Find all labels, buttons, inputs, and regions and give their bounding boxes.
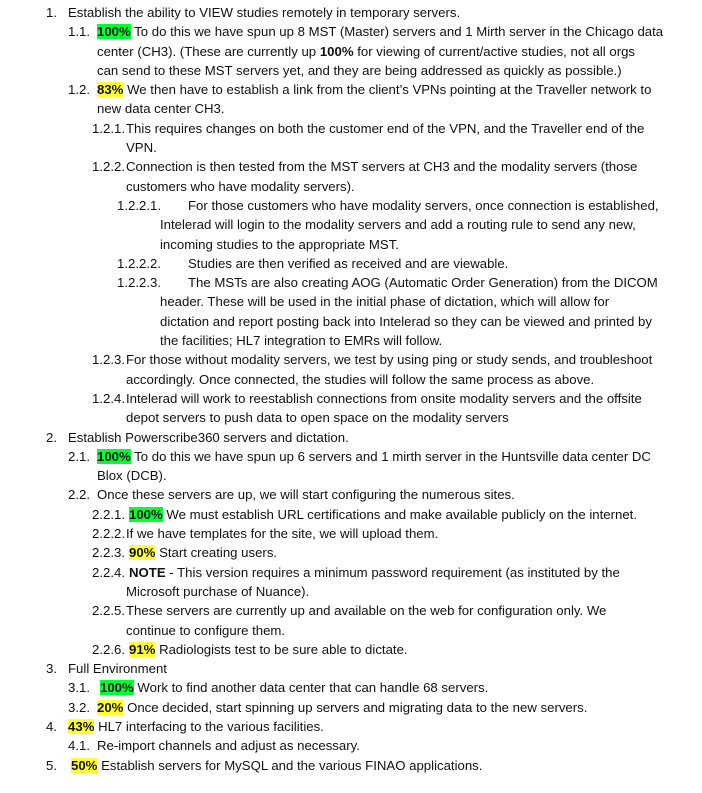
item-number: 1.2. [68, 82, 90, 98]
list-item-continuation [0, 42, 702, 61]
list-item-continuation [0, 621, 702, 640]
item-text: Intelerad will login to the modality servers and add a routing rule to send any new, [160, 217, 636, 233]
document-body [0, 3, 702, 775]
item-text: Radiologists test to be sure able to dictate. [155, 641, 408, 657]
item-text: can send to these MST servers yet, and they are being addressed as quickly as possible.) [97, 62, 622, 78]
item-text: Work to find another data center that can handle 68 servers. [133, 680, 489, 696]
item-number: 4.1. [68, 738, 90, 754]
list-item-3-2 [0, 698, 702, 717]
item-text: Full Environment [68, 661, 167, 677]
progress-badge: 90% [129, 545, 156, 561]
item-text: customers who have modality servers). [126, 178, 355, 194]
list-item-2-2 [0, 485, 702, 504]
item-text: Intelerad will work to reestablish connections from onsite modality servers and the offsite [126, 390, 642, 406]
list-item-continuation [0, 235, 702, 254]
item-text: center (CH3). (These are currently up [97, 43, 320, 59]
item-text: HL7 interfacing to the various facilities. [94, 718, 324, 734]
list-item-continuation [0, 466, 702, 485]
item-text: To do this we have spun up 6 servers and 1 mirth server in the Huntsville data center DC [130, 448, 651, 464]
list-item-1-2-1 [0, 119, 702, 138]
list-item-1-2-3 [0, 350, 702, 369]
progress-badge: 100% [97, 24, 131, 40]
list-item-1-2-2 [0, 157, 702, 176]
list-item-2-2-2 [0, 524, 702, 543]
list-item-continuation [0, 331, 702, 350]
item-number: 1.2.1. [92, 120, 125, 136]
list-item-2-2-4 [0, 563, 702, 582]
list-item-continuation [0, 292, 702, 311]
item-number: 2.2.5. [92, 603, 125, 619]
item-text: incoming studies to the appropriate MST. [160, 236, 399, 252]
list-item-continuation [0, 99, 702, 118]
item-text: Connection is then tested from the MST servers at CH3 and the modality servers (those [126, 159, 638, 175]
list-item-continuation [0, 370, 702, 389]
item-number: 2.1. [68, 448, 90, 464]
progress-badge: 20% [97, 699, 124, 715]
list-item-3 [0, 659, 702, 678]
item-number: 3.2. [68, 699, 90, 715]
list-item-2-2-6 [0, 640, 702, 659]
item-number: 1.2.4. [92, 390, 125, 406]
item-text: For those without modality servers, we test by using ping or study sends, and troubleshoot [126, 352, 653, 368]
item-text: Establish Powerscribe360 servers and dictation. [68, 429, 349, 445]
item-text: If we have templates for the site, we will upload them. [126, 526, 439, 542]
list-item-4-1 [0, 736, 702, 755]
list-item-1 [0, 3, 702, 22]
list-item-5 [0, 756, 702, 775]
item-text: These servers are currently up and available on the web for configuration only. We [126, 603, 607, 619]
progress-badge: 100% [129, 506, 163, 522]
item-number: 5. [46, 757, 57, 773]
item-number: 2. [46, 429, 57, 445]
item-text: For those customers who have modality servers, once connection is established, [188, 197, 659, 213]
progress-badge: 83% [97, 82, 124, 98]
item-text: continue to configure them. [126, 622, 286, 638]
item-text: Re-import channels and adjust as necessary. [97, 738, 360, 754]
item-text: Establish the ability to VIEW studies remotely in temporary servers. [68, 5, 461, 20]
list-item-continuation [0, 408, 702, 427]
item-number: 1.1. [68, 24, 90, 40]
item-number: 2.2.6. [92, 641, 125, 657]
item-number: 1.2.2.3. [117, 275, 161, 291]
item-number: 4. [46, 718, 57, 734]
item-text: Blox (DCB). [97, 468, 167, 484]
progress-badge: 100% [97, 448, 131, 464]
item-text: Microsoft purchase of Nuance). [126, 583, 310, 599]
item-text: VPN. [126, 140, 157, 156]
list-item-2 [0, 428, 702, 447]
progress-badge: 50% [71, 757, 98, 773]
item-text: header. These will be used in the initial phase of dictation, which will allow for [160, 294, 610, 310]
item-text: The MSTs are also creating AOG (Automatic Order Generation) from the DICOM [188, 275, 658, 291]
list-item-1-2-2-3 [0, 273, 702, 292]
item-text: Establish servers for MySQL and the various FINAO applications. [97, 757, 483, 773]
item-text: We must establish URL certifications and make available publicly on the internet. [162, 506, 637, 522]
progress-badge: 91% [129, 641, 156, 657]
item-number: 1.2.2.1. [117, 197, 161, 213]
item-text: new data center CH3. [97, 101, 225, 117]
list-item-2-1 [0, 447, 702, 466]
item-text: Once decided, start spinning up servers and migrating data to the new servers. [123, 699, 588, 715]
item-number: 3. [46, 661, 57, 677]
item-number: 1.2.2. [92, 159, 125, 175]
item-number: 2.2.3. [92, 545, 125, 561]
list-item-continuation [0, 138, 702, 157]
item-text: - This version requires a minimum password requirement (as instituted by the [165, 564, 620, 580]
item-text: for viewing of current/active studies, not all orgs [353, 43, 636, 59]
list-item-1-2-2-1 [0, 196, 702, 215]
item-text: the facilities; HL7 integration to EMRs will follow. [160, 333, 443, 349]
note-label: NOTE [129, 564, 166, 580]
list-item-2-2-5 [0, 601, 702, 620]
item-text: accordingly. Once connected, the studies will follow the same process as above. [126, 371, 595, 387]
item-text: Studies are then verified as received and are viewable. [188, 255, 509, 271]
item-number: 1. [46, 5, 57, 20]
item-text: Once these servers are up, we will start configuring the numerous sites. [97, 487, 515, 503]
list-item-1-2-4 [0, 389, 702, 408]
item-text: We then have to establish a link from the client’s VPNs pointing at the Traveller network to [123, 82, 652, 98]
progress-badge: 100% [100, 680, 134, 696]
item-number: 2.2.1. [92, 506, 125, 522]
list-item-continuation [0, 61, 702, 80]
list-item-4 [0, 717, 702, 736]
list-item-continuation [0, 582, 702, 601]
item-text: Start creating users. [155, 545, 278, 561]
item-number: 1.2.2.2. [117, 255, 161, 271]
item-text: dictation and report posting back into Intelerad so they can be viewed and printed by [160, 313, 652, 329]
list-item-continuation [0, 177, 702, 196]
item-number: 2.2. [68, 487, 90, 503]
bold-percent: 100% [319, 43, 354, 59]
list-item-continuation [0, 312, 702, 331]
item-number: 3.1. [68, 680, 90, 696]
item-text: This requires changes on both the customer end of the VPN, and the Traveller end of the [126, 120, 645, 136]
item-number: 1.2.3. [92, 352, 125, 368]
list-item-1-1 [0, 22, 702, 41]
item-number: 2.2.4. [92, 564, 125, 580]
progress-badge: 43% [68, 718, 95, 734]
list-item-continuation [0, 215, 702, 234]
item-text: To do this we have spun up 8 MST (Master) servers and 1 Mirth server in the Chicago data [130, 24, 664, 40]
list-item-2-2-1 [0, 505, 702, 524]
item-text: depot servers to push data to open space on the modality servers [126, 410, 509, 426]
list-item-1-2-2-2 [0, 254, 702, 273]
list-item-3-1 [0, 678, 702, 697]
item-number: 2.2.2. [92, 526, 125, 542]
list-item-2-2-3 [0, 543, 702, 562]
list-item-1-2 [0, 80, 702, 99]
